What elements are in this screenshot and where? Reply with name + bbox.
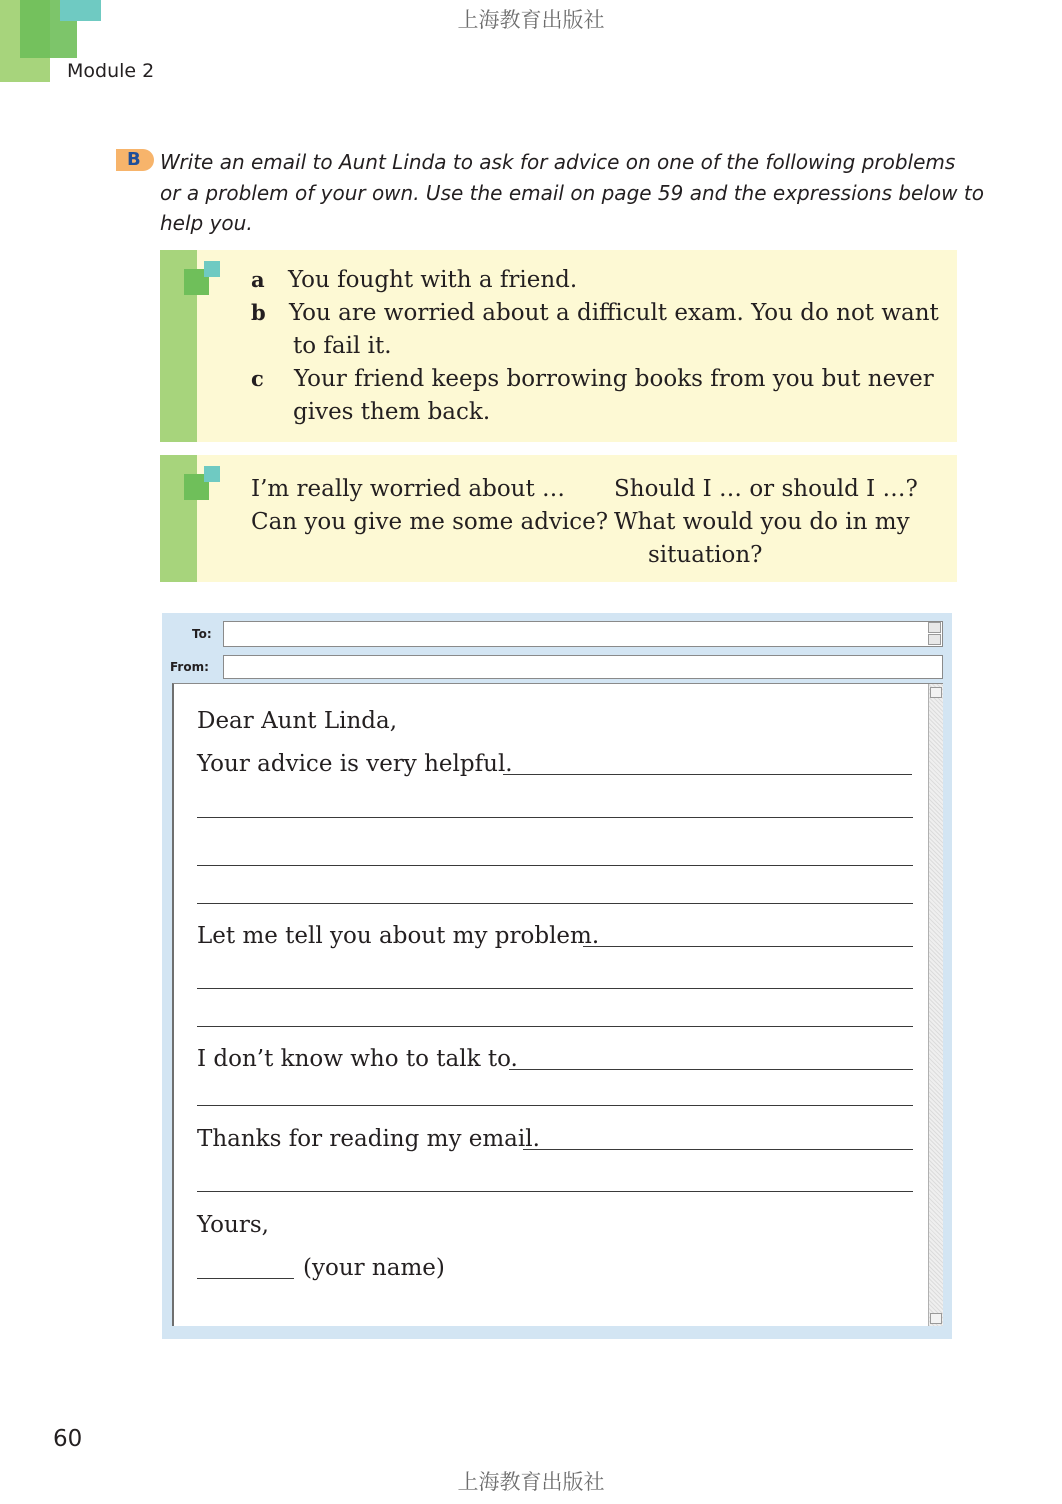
writing-line[interactable] <box>197 817 913 818</box>
page-number: 60 <box>53 1426 83 1452</box>
box-marker-teal <box>204 261 220 277</box>
scroll-down-button[interactable] <box>930 1313 942 1324</box>
expression-right: What would you do in my <box>614 509 910 535</box>
expression-right: Should I … or should I …? <box>614 476 918 502</box>
expression-left: I’m really worried about … <box>251 476 566 502</box>
writing-line[interactable] <box>509 1069 913 1070</box>
writing-line[interactable] <box>197 865 913 866</box>
problem-letter-a: a <box>251 267 265 292</box>
scroll-up-button[interactable] <box>928 622 941 633</box>
email-greeting: Dear Aunt Linda, <box>197 708 398 734</box>
name-writing-line[interactable] <box>197 1278 294 1279</box>
instruction-text <box>160 147 984 239</box>
problems-box <box>160 250 957 442</box>
problem-a-line: You fought with a friend. <box>288 267 578 293</box>
writing-line[interactable] <box>197 903 913 904</box>
instruction-line: or a problem of your own. Use the email on page 59 and the expressions below to <box>160 180 984 205</box>
expressions-box <box>160 455 957 582</box>
publisher-watermark-bottom: 上海教育出版社 <box>457 1470 605 1494</box>
writing-line[interactable] <box>503 774 912 775</box>
writing-line[interactable] <box>197 1191 913 1192</box>
publisher-watermark-top: 上海教育出版社 <box>457 8 605 32</box>
instruction-line: Write an email to Aunt Linda to ask for advice on one of the following problems <box>160 150 956 174</box>
scroll-down-button[interactable] <box>928 634 941 645</box>
email-body[interactable] <box>172 683 943 1326</box>
box-marker-teal <box>204 466 220 482</box>
writing-line[interactable] <box>583 946 913 947</box>
email-sentence: Your advice is very helpful. <box>197 751 513 777</box>
problem-c-line: gives them back. <box>293 399 491 425</box>
scroll-up-button[interactable] <box>930 687 942 698</box>
problem-letter-b: b <box>251 300 266 325</box>
section-badge: B <box>116 149 154 171</box>
problem-b-line: to fail it. <box>293 333 392 359</box>
email-closing: Yours, <box>197 1212 269 1238</box>
expression-right: situation? <box>648 542 763 568</box>
expression-left: Can you give me some advice? <box>251 509 609 535</box>
module-label: Module 2 <box>67 60 155 82</box>
writing-line[interactable] <box>197 988 913 989</box>
email-sentence: Let me tell you about my problem. <box>197 923 600 949</box>
email-sentence: I don’t know who to talk to. <box>197 1046 518 1072</box>
to-label: To: <box>192 627 212 641</box>
from-label: From: <box>170 660 209 674</box>
problem-letter-c: c <box>251 366 264 391</box>
writing-line[interactable] <box>197 1026 913 1027</box>
from-field[interactable] <box>223 655 943 679</box>
writing-line[interactable] <box>197 1105 913 1106</box>
problem-b-line: You are worried about a difficult exam. You do not want <box>289 300 939 326</box>
to-field[interactable] <box>223 621 943 647</box>
email-sentence: Thanks for reading my email. <box>197 1126 540 1152</box>
email-window <box>162 613 952 1339</box>
instruction-line: help you. <box>160 211 253 235</box>
problem-c-line: Your friend keeps borrowing books from you but never <box>294 366 934 392</box>
writing-line[interactable] <box>523 1149 913 1150</box>
name-hint: (your name) <box>303 1255 445 1281</box>
email-body-scrollbar[interactable] <box>928 684 943 1326</box>
